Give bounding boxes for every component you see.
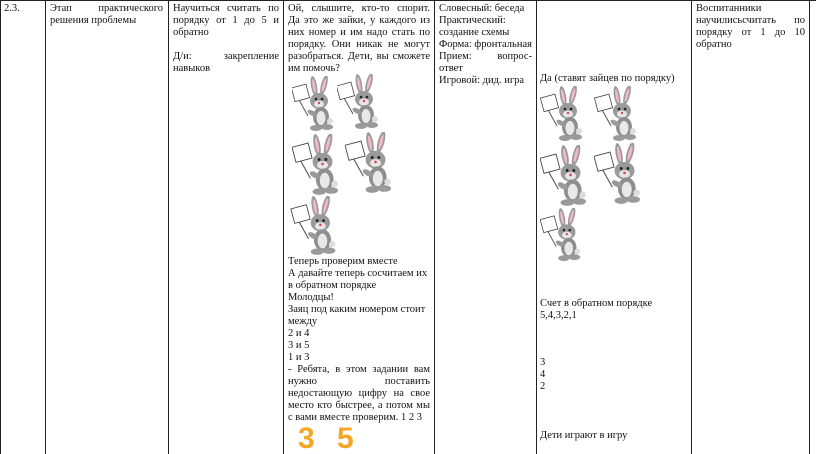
methods-line: ответ [439,63,463,74]
teacher-line: место кто быстрее, а потом мы [288,400,430,411]
teacher-line: между [288,316,318,327]
teacher-lines [288,256,430,424]
digit-three-icon [298,424,315,454]
teacher-line: 3 и 5 [288,340,310,351]
result-line: научилисьсчитать по [696,15,805,26]
bunny-with-sign-icon [594,86,640,142]
goal-line: порядку от 1 до 5 и [173,15,279,26]
teacher-line: в обратном порядке [288,280,377,291]
bunny-with-sign-icon [337,74,381,130]
teacher-line: Ой, слышите, кто-то спорит. [288,3,430,14]
result-line: Воспитанники [696,3,762,14]
children-line: 5,4,3,2,1 [540,310,577,321]
teacher-line: А давайте теперь сосчитаем их [288,268,428,279]
column-border [434,0,435,454]
bunny-with-sign-icon [540,208,584,262]
children-line: Да (ставят зайцев по порядку) [540,73,675,84]
column-border [168,0,169,454]
teacher-line: 1 и 3 [288,352,310,363]
children-reverse [540,298,690,322]
methods-line: Форма: фронтальная [439,39,532,50]
teacher-line: недостающую цифру на свое [288,388,430,399]
goal-line: обратно [173,27,209,38]
answer-line: 4 [540,369,546,380]
teacher-line: им помочь? [288,63,340,74]
column-border [691,0,692,454]
stage-line: Этап практического [50,3,163,14]
children-arrange [540,73,690,85]
row-number [4,3,44,15]
teacher-line: Теперь проверим вместе [288,256,398,267]
column-border [0,0,1,454]
stage-cell [50,3,163,27]
teacher-line: нужно поставить [288,376,430,387]
game-label: Д/и: закрепление [173,51,279,62]
result-line: порядку от 1 до 10 [696,27,805,38]
children-line: Счет в обратном порядке [540,298,653,309]
methods-line: Игровой: дид. игра [439,75,525,86]
methods-line: Прием: вопрос- [439,51,532,62]
teacher-line: разобраться. Дети, вы сможете [288,51,430,62]
bunny-with-sign-icon [292,134,342,196]
teacher-line: порядку. Они никак не могут [288,39,430,50]
column-border [536,0,537,454]
teacher-line: Заяц под каким номером стоит [288,304,426,315]
row-number-text: 2.3. [4,3,20,14]
game-label: навыков [173,63,211,74]
digit-text: 5 [337,422,354,454]
teacher-line: 2 и 4 [288,328,310,339]
methods-cell [439,3,532,87]
teacher-line: них номер и им надо стать по [288,27,430,38]
bunny-with-sign-icon [345,132,395,194]
result-line: обратно [696,39,732,50]
methods-line: создание схемы [439,27,510,38]
result-cell [696,3,805,51]
bunny-with-sign-icon [540,86,586,142]
teacher-cell [288,3,430,75]
bunny-with-sign-icon [594,143,644,205]
answer-line: 3 [540,357,546,368]
column-border [45,0,46,454]
methods-line: Практический: [439,15,506,26]
column-border [283,0,284,454]
children-line: Дети играют в игру [540,430,628,441]
bunny-with-sign-icon [290,196,340,256]
answer-line: 2 [540,381,546,392]
teacher-line: Молодцы! [288,292,334,303]
teacher-line: Да это же зайки, у каждого из [288,15,430,26]
table-top-border [0,0,816,1]
teacher-line: - Ребята, в этом задании вам [288,364,430,375]
stage-line: решения проблемы [50,15,137,26]
children-answers [540,357,690,393]
digit-text: 3 [298,422,315,454]
goal-cell [173,3,279,75]
children-play [540,430,690,442]
digit-five-icon [337,424,354,454]
bunny-with-sign-icon [540,145,590,207]
teacher-line: с вами вместе проверим. 1 2 3 [288,412,422,423]
goal-line: Научиться считать по [173,3,279,14]
methods-line: Словесный: беседа [439,3,525,14]
column-border [809,0,810,454]
bunny-with-sign-icon [292,76,336,132]
